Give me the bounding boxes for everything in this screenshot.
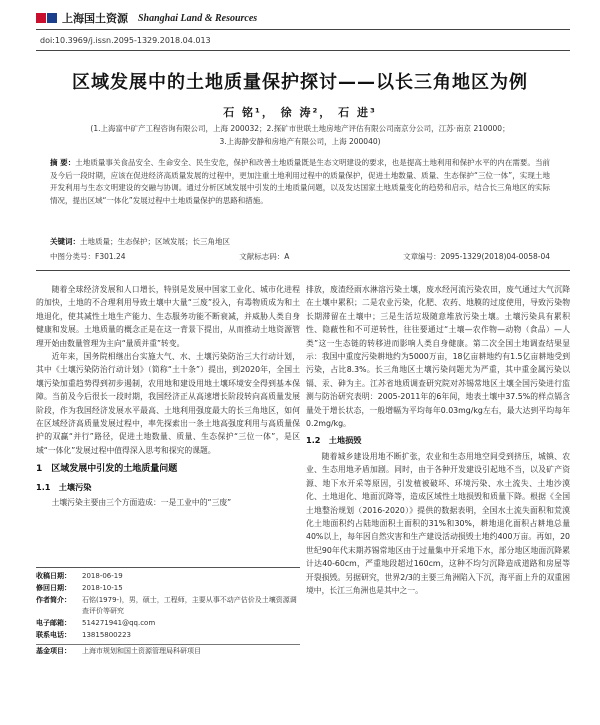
phone-label: 联系电话： bbox=[36, 630, 71, 639]
email-label: 电子邮箱： bbox=[36, 619, 71, 628]
fund-label: 基金项目： bbox=[36, 646, 71, 655]
received-label: 收稿日期： bbox=[36, 572, 71, 580]
affiliations bbox=[50, 122, 550, 148]
paragraph: 随着全球经济发展和人口增长，特别是发展中国家工业化、城市化进程的加快，土地的不合理利用导致土壤中大量“三废”投入，有毒物质成为和土地退化，使其减性土地生产能力、生态服务功能不断衰减，并威胁人类自身健康和发展。土地质量的概念正是在这一背景下提出，从而推动土地资源管理开始由数量管理为主向“量质并重”转变。 bbox=[36, 285, 300, 348]
section-heading: 1 区域发展中引发的土地质量问题 bbox=[36, 464, 178, 475]
paragraph: 随着城乡建设用地不断扩张，农业和生态用地空间受到挤压，城镇、农业、生态用地矛盾加剧。同时，由于各种开发建设引起地不当，以及矿产资源、地下水开采等原因，引发植被破坏、环境污染、水土流失、土地沙漠化、土地退化、地面沉降等，造成区域性土地损毁和质量下降。根据《全国土地整治规划（2016-2020）》提供的数据表明，全国水土流失面积和荒漠化土地面积约占陆地面积土面积的31%和30%，耕地退化面积占耕地总量40%以上，每年因自然灾害和生产建设活动损毁土地约400万亩。再如，20世纪90年代末期苏锡常地区由于过量集中开采地下水，部分地区地面沉降累计达40-60cm，严重地段超过160cm，这种不均匀沉降造成道路和房屋等开裂损毁。另据研究，世界2/3的主要三角洲陷入下沉，海平面上升的双重困境中，长江三角洲也是其中之一。 bbox=[306, 451, 570, 595]
journal-title-en: Shanghai Land & Resources bbox=[138, 12, 258, 24]
abstract bbox=[50, 157, 550, 207]
affiliation-line-2: 3.上海静安静和房地产有限公司，上海 200040) bbox=[219, 137, 381, 146]
article-title: 区域发展中的土地质量保护探讨——以长三角地区为例 bbox=[72, 72, 528, 93]
revised-date: 2018-10-15 bbox=[82, 583, 123, 592]
subsection-heading: 1.2 土地损毁 bbox=[306, 435, 362, 446]
paragraph: 近年来，国务院相继出台实施大气、水、土壤污染防治三大行动计划，其中《土壤污染防治行动计划》（简称“土十条”）提出，到2020年，全国土壤污染加重趋势得到初步遏制，农用地和建设用地土壤环境安全得到基本保障。当前及今后很长一段时期，我国经济正从高速增长阶段转向高质量发展阶段，作为我国经济发展水平最高、土地利用强度最大的长三角地区，如何在区域经济高质量发展过程中，率先探索出一条土地高强度利用与高质量保护的双赢“并行”路径，促进土地数量、质量、生态保护“三位一体”，是区域“一体化”发展过程中值得深入思考和探究的课题。 bbox=[36, 352, 300, 455]
author-phone: 13815800223 bbox=[82, 630, 131, 639]
paragraph: 土壤污染主要由三个方面造成：一是工业中的“三废” bbox=[51, 498, 232, 508]
journal-title-cn: 上海国土资源 bbox=[62, 12, 128, 25]
classification-line bbox=[50, 251, 550, 262]
clc-number: 中图分类号：F301.24 bbox=[50, 252, 126, 261]
keywords-label: 关键词： bbox=[50, 237, 80, 246]
journal-logo-icon bbox=[36, 11, 58, 25]
revised-label: 修回日期： bbox=[36, 583, 71, 592]
fund-project: 上海市规划和国土资源管理局科研项目 bbox=[82, 646, 201, 655]
affiliation-line-1: (1.上海富中矿产工程咨询有限公司，上海 200032；2.探矿市世联土地房地产评估有限公司南京分公司，江苏·南京 210000； bbox=[90, 124, 510, 133]
document-code: 文献标志码：A bbox=[239, 252, 290, 261]
received-date: 2018-06-19 bbox=[82, 572, 123, 580]
abstract-text: 土地质量事关食品安全、生命安全、民生安危，保护和改善土地质量既是生态文明建设的要求，也是提高土地利用和保护水平的内在需要。当前及今后一段时期，应该在促进经济高质量发展的过程中，更加注重土地利用过程中的质量保护，促进土地数量、质量、生态保护“三位一体”，实现土地开发利用与生态文明建设的交融与协调。通过分析区域发展中引发的土地质量问题，以及发达国家土地质量变化的趋势和启示，结合长三角地区的实际情况，提出区域“一体化”发展过程中土地质量保护的思路和措施。 bbox=[50, 158, 550, 205]
paragraph: 排放，废渣经雨水淋溶污染土壤，废水经河流污染农田，废气通过大气沉降在土壤中累积；二是农业污染，化肥、农药、地膜的过度使用，导致污染物长期滞留在土壤中；三是生活垃圾随意堆放污染土壤。土壤污染具有累积性、隐蔽性和不可逆转性，往往要通过“土壤—农作物—动物（食品）—人类”这一生态链的转移进而影响人类自身健康。第二次全国土地调查结果显示：我国中重度污染耕地约为5000万亩，18亿亩耕地约有1.5亿亩耕地受到污染，占比8.3%。长三角地区土壤污染问题尤为严重，其中重金属污染以镉、汞、砷为主。江苏省地质调查研究院对苏锡常地区土壤全国污染进行监测与防治研究表明：2005-2011年的6年间，地表土壤中37.5%的样点镉含量处于增长状态，一般增幅为平均每年0.03mg/kg左右，最大达到平均每年0.2mg/kg。 bbox=[306, 285, 570, 429]
header-rule bbox=[36, 29, 570, 30]
article-meta-footnote bbox=[36, 567, 300, 658]
doi: doi:10.3969/j.issn.2095-1329.2018.04.013 bbox=[40, 36, 211, 45]
keywords bbox=[50, 236, 550, 247]
author-email: 514271941@qq.com bbox=[82, 619, 156, 628]
left-column bbox=[36, 283, 300, 510]
abstract-label: 摘 要： bbox=[50, 158, 76, 167]
journal-header bbox=[36, 10, 257, 26]
article-number: 文章编号：2095-1329(2018)04-0058-04 bbox=[403, 252, 550, 261]
subsection-heading: 1.1 土壤污染 bbox=[36, 481, 92, 492]
author-label: 作者简介： bbox=[36, 595, 71, 604]
authors: 石 铭¹， 徐 涛²， 石 进³ bbox=[223, 106, 377, 119]
body-rule bbox=[36, 270, 570, 271]
right-column bbox=[306, 283, 570, 597]
doi-rule bbox=[36, 50, 570, 51]
keywords-text: 土地质量；生态保护；区域发展；长三角地区 bbox=[80, 237, 230, 246]
author-bio: 石铭(1979-)，男，硕士，工程师，主要从事不动产估价及土壤资源调查评价等研究 bbox=[82, 595, 297, 616]
